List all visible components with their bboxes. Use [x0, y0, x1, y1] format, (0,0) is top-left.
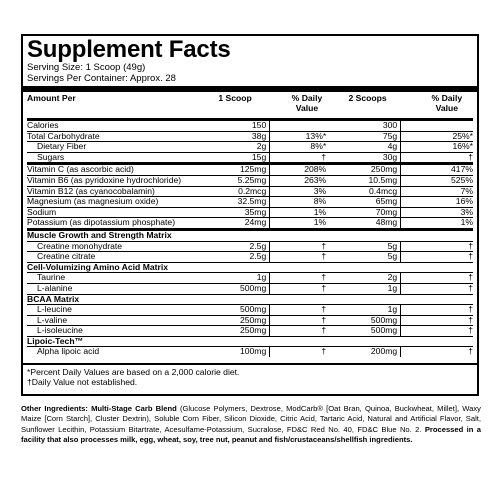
dv-1-scoop: † — [270, 273, 332, 284]
nutrient-name: Total Carbohydrate — [27, 131, 181, 142]
nutrient-name: Vitamin B12 (as cyanocobalamin) — [27, 186, 181, 197]
amount-1-scoop: 250mg — [181, 315, 270, 326]
dv-2-scoops: 1% — [401, 218, 473, 230]
amount-2-scoops: 500mg — [332, 326, 401, 337]
nutrient-name: Alpha lipoic acid — [27, 347, 181, 357]
matrix-title: Cell-Volumizing Amino Acid Matrix — [27, 262, 473, 273]
header-amount-per: Amount Per — [27, 93, 76, 103]
dv-1-scoop: 8%* — [270, 142, 332, 153]
nutrient-name: Magnesium (as magnesium oxide) — [27, 197, 181, 208]
amount-1-scoop: 500mg — [181, 305, 270, 316]
nutrient-row — [27, 197, 473, 208]
amount-1-scoop: 250mg — [181, 326, 270, 337]
amount-1-scoop: 5.25mg — [181, 175, 270, 186]
footnote-dv: *Percent Daily Values are based on a 2,000 calorie diet. — [27, 367, 240, 378]
dv-1-scoop: † — [270, 305, 332, 316]
amount-1-scoop: 32.5mg — [181, 197, 270, 208]
serving-size: Serving Size: 1 Scoop (49g) — [27, 62, 146, 73]
amount-1-scoop: 2.5g — [181, 241, 270, 252]
dv-2-scoops: † — [401, 315, 473, 326]
amount-2-scoops: 5g — [332, 252, 401, 263]
footnotes — [23, 363, 477, 387]
nutrient-name: L-isoleucine — [27, 326, 181, 337]
dv-1-scoop: † — [270, 241, 332, 252]
dv-1-scoop: † — [270, 252, 332, 263]
dv-2-scoops: 16%* — [401, 142, 473, 153]
amount-2-scoops: 300 — [332, 121, 401, 132]
nutrient-row — [27, 218, 473, 230]
dv-1-scoop: † — [270, 326, 332, 337]
nutrient-name: L-leucine — [27, 305, 181, 316]
amount-2-scoops: 30g — [332, 152, 401, 164]
dv-1-scoop — [270, 121, 332, 132]
amount-2-scoops: 250mg — [332, 164, 401, 176]
dv-1-scoop: 3% — [270, 186, 332, 197]
dv-2-scoops: 7% — [401, 186, 473, 197]
dv-2-scoops: † — [401, 241, 473, 252]
dv-2-scoops — [401, 121, 473, 132]
amount-1-scoop: 35mg — [181, 207, 270, 218]
table-header — [27, 92, 473, 119]
dv-2-scoops: 16% — [401, 197, 473, 208]
amount-1-scoop: 15g — [181, 152, 270, 164]
servings-per-container: Servings Per Container: Approx. 28 — [27, 72, 176, 84]
nutrient-row — [27, 131, 473, 142]
ingredients-text: (Glucose Polymers, Dextrose, ModCarb® [Oat Bran, Quinoa, Buckwheat, Millet], Waxy Maize [Corn Starch], Cluster Dextrin), Soluble Corn Fiber, Silicon Dioxide, Citric Acid, Tartaric Acid, Natural and Artificial Flavor, Salt, Sunflower Lecithin, Potassium Bitartrate, Acesulfame-Potassium, Sucralose, FD&C Red No. 40, FD&C Blue No. 2. — [21, 404, 481, 434]
dv-2-scoops: † — [401, 305, 473, 316]
amount-1-scoop: 0.2mcg — [181, 186, 270, 197]
header-dv-1: % Daily Value — [291, 93, 323, 113]
amount-2-scoops: 5g — [332, 241, 401, 252]
nutrient-row — [27, 164, 473, 176]
amount-2-scoops: 10.5mg — [332, 175, 401, 186]
other-ingredients-lead: Other Ingredients: — [21, 404, 88, 413]
dv-2-scoops: 3% — [401, 207, 473, 218]
nutrient-name: Sugars — [27, 152, 181, 164]
nutrient-row — [27, 283, 473, 294]
amount-1-scoop: 125mg — [181, 164, 270, 176]
matrix-header-row — [27, 262, 473, 273]
dv-1-scoop: † — [270, 283, 332, 294]
dv-1-scoop: 1% — [270, 218, 332, 230]
dv-2-scoops: † — [401, 252, 473, 263]
footnote-dagger: †Daily Value not established. — [27, 377, 138, 388]
dv-1-scoop: 1% — [270, 207, 332, 218]
amount-1-scoop: 2.5g — [181, 252, 270, 263]
amount-1-scoop: 2g — [181, 142, 270, 153]
matrix-title: Lipoic-Tech™ — [27, 336, 473, 347]
amount-1-scoop: 24mg — [181, 218, 270, 230]
dv-2-scoops: † — [401, 347, 473, 357]
dv-1-scoop: † — [270, 152, 332, 164]
dv-2-scoops: † — [401, 152, 473, 164]
dv-2-scoops: † — [401, 283, 473, 294]
nutrient-name: L-valine — [27, 315, 181, 326]
header-2-scoops: 2 Scoops — [348, 93, 387, 103]
amount-1-scoop: 100mg — [181, 347, 270, 357]
nutrient-row — [27, 152, 473, 164]
dv-1-scoop: 263% — [270, 175, 332, 186]
nutrient-name: Vitamin B6 (as pyridoxine hydrochloride) — [27, 174, 182, 185]
allergen-statement: Processed in a facility that also processes milk, egg, wheat, soy, tree nut, peanut and fish/crustaceans/shellfish ingredients. — [21, 424, 481, 445]
amount-2-scoops: 75g — [332, 131, 401, 142]
nutrient-row — [27, 241, 473, 252]
nutrient-row — [27, 121, 473, 132]
header-dv-2: % Daily Value — [431, 93, 463, 113]
panel-title: Supplement Facts — [27, 36, 231, 63]
matrix-header-row — [27, 229, 473, 241]
dv-2-scoops: † — [401, 273, 473, 284]
nutrient-row — [27, 207, 473, 218]
amount-2-scoops: 500mg — [332, 315, 401, 326]
nutrient-name: Vitamin C (as ascorbic acid) — [27, 164, 181, 176]
nutrient-name: L-alanine — [27, 283, 181, 294]
nutrient-name: Creatine monohydrate — [27, 241, 181, 252]
amount-1-scoop: 38g — [181, 131, 270, 142]
carb-blend-name: Multi-Stage Carb Blend — [91, 404, 177, 413]
nutrient-row — [27, 315, 473, 326]
dv-2-scoops: 525% — [401, 175, 473, 186]
amount-2-scoops: 1g — [332, 283, 401, 294]
other-ingredients — [21, 404, 481, 446]
dv-2-scoops: † — [401, 326, 473, 337]
nutrient-row — [27, 142, 473, 153]
nutrient-row — [27, 186, 473, 197]
amount-2-scoops: 0.4mcg — [332, 186, 401, 197]
nutrient-name: Dietary Fiber — [27, 142, 181, 153]
amount-2-scoops: 65mg — [332, 197, 401, 208]
nutrient-name: Creatine citrate — [27, 252, 181, 263]
amount-1-scoop: 150 — [181, 121, 270, 132]
dv-2-scoops: 25%* — [401, 131, 473, 142]
header-1-scoop: 1 Scoop — [218, 93, 252, 103]
nutrient-row — [27, 347, 473, 357]
dv-1-scoop: 13%* — [270, 131, 332, 142]
amount-2-scoops: 1g — [332, 305, 401, 316]
nutrient-row — [27, 305, 473, 316]
nutrient-name: Taurine — [27, 273, 181, 284]
nutrient-row — [27, 175, 473, 186]
nutrient-row — [27, 252, 473, 263]
nutrient-table — [27, 92, 473, 357]
amount-2-scoops: 200mg — [332, 347, 401, 357]
dv-2-scoops: 417% — [401, 164, 473, 176]
matrix-title: Muscle Growth and Strength Matrix — [27, 229, 473, 241]
dv-1-scoop: 8% — [270, 197, 332, 208]
dv-1-scoop: † — [270, 347, 332, 357]
supplement-facts-panel — [21, 34, 479, 396]
matrix-header-row — [27, 294, 473, 305]
amount-2-scoops: 48mg — [332, 218, 401, 230]
matrix-header-row — [27, 336, 473, 347]
dv-1-scoop: 208% — [270, 164, 332, 176]
dv-1-scoop: † — [270, 315, 332, 326]
amount-2-scoops: 2g — [332, 273, 401, 284]
nutrient-row — [27, 326, 473, 337]
amount-1-scoop: 500mg — [181, 283, 270, 294]
amount-1-scoop: 1g — [181, 273, 270, 284]
nutrient-name: Potassium (as dipotassium phosphate) — [27, 218, 181, 230]
amount-2-scoops: 4g — [332, 142, 401, 153]
nutrient-row — [27, 273, 473, 284]
nutrient-name: Sodium — [27, 207, 181, 218]
matrix-title: BCAA Matrix — [27, 294, 473, 305]
nutrient-name: Calories — [27, 121, 181, 132]
amount-2-scoops: 70mg — [332, 207, 401, 218]
